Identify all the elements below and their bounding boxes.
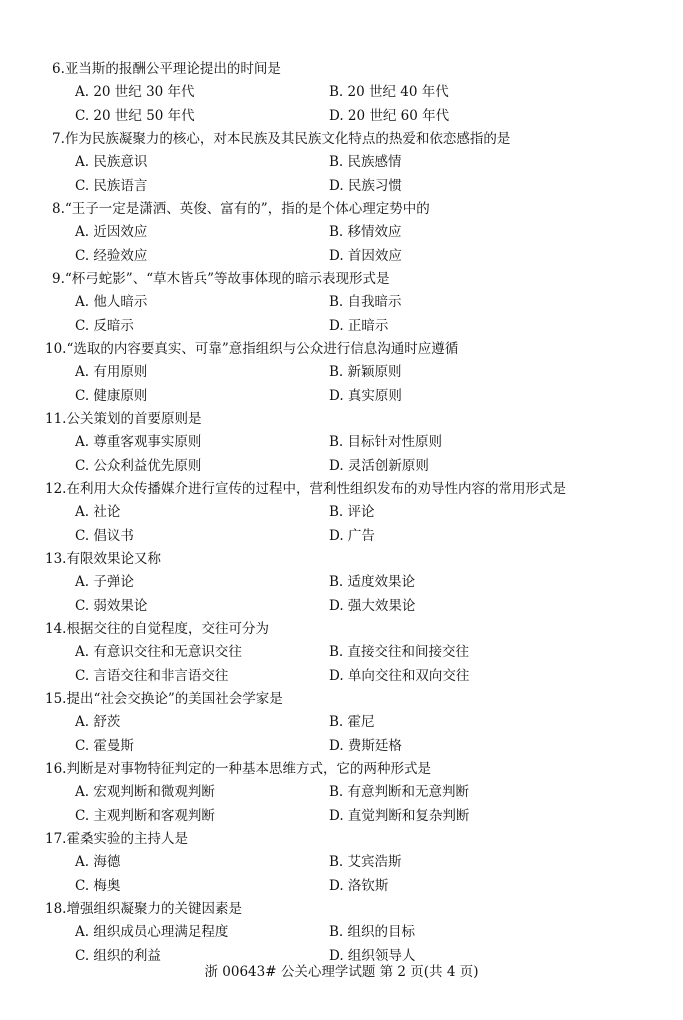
question-stem — [0, 688, 683, 711]
question-text: 提出“社会交换论”的美国社会学家是 — [66, 691, 283, 707]
option-row — [0, 151, 683, 175]
answer-option: C. 公众利益优先原则 — [75, 457, 202, 474]
answer-option: A. 近因效应 — [75, 224, 148, 240]
answer-option: B. 移情效应 — [329, 224, 402, 240]
answer-option: C. 反暗示 — [75, 317, 134, 334]
answer-option: C. 弱效果论 — [75, 597, 148, 614]
question-number: 14. — [45, 621, 67, 637]
answer-option: A. 尊重客观事实原则 — [75, 434, 202, 450]
question-text: 亚当斯的报酬公平理论提出的时间是 — [64, 61, 281, 77]
question-stem — [0, 478, 683, 501]
question-text: 有限效果论又称 — [66, 551, 161, 567]
option-row — [0, 851, 683, 875]
answer-option: B. 自我暗示 — [329, 294, 402, 310]
question-stem — [0, 408, 683, 431]
question-stem — [0, 338, 683, 361]
answer-option: D. 正暗示 — [329, 317, 389, 334]
answer-option: A. 20 世纪 30 年代 — [75, 84, 195, 100]
question-text: “王子一定是潇洒、英俊、富有的”，指的是个体心理定势中的 — [64, 201, 430, 217]
question-item — [0, 828, 683, 898]
answer-option: D. 直觉判断和复杂判断 — [329, 807, 470, 824]
option-row — [0, 735, 683, 759]
answer-option: A. 社论 — [75, 504, 121, 520]
question-text: 霍桑实验的主持人是 — [66, 831, 188, 847]
answer-option: C. 言语交往和非言语交往 — [75, 667, 229, 684]
question-stem — [0, 758, 683, 781]
option-row — [0, 525, 683, 549]
question-stem — [0, 58, 683, 81]
option-row — [0, 875, 683, 899]
option-row — [0, 81, 683, 105]
question-number: 15. — [45, 691, 67, 707]
question-item — [0, 898, 683, 968]
option-row — [0, 595, 683, 619]
answer-option: C. 组织的利益 — [75, 947, 161, 964]
answer-option: B. 艾宾浩斯 — [329, 854, 402, 870]
question-text: 根据交往的自觉程度，交往可分为 — [66, 621, 269, 637]
option-row — [0, 805, 683, 829]
answer-option: D. 首因效应 — [329, 247, 402, 264]
option-row — [0, 221, 683, 245]
option-row — [0, 781, 683, 805]
answer-option: B. 新颖原则 — [329, 364, 402, 380]
question-item — [0, 758, 683, 828]
question-number: 17. — [45, 831, 67, 847]
question-item — [0, 198, 683, 268]
question-number: 16. — [45, 761, 67, 777]
answer-option: B. 20 世纪 40 年代 — [329, 84, 449, 100]
question-stem — [0, 128, 683, 151]
question-number: 8. — [52, 201, 65, 217]
question-stem — [0, 548, 683, 571]
question-stem — [0, 268, 683, 291]
answer-option: B. 霍尼 — [329, 714, 375, 730]
answer-option: B. 适度效果论 — [329, 574, 416, 590]
answer-option: D. 单向交往和双向交往 — [329, 667, 470, 684]
answer-option: C. 经验效应 — [75, 247, 148, 264]
option-row — [0, 361, 683, 385]
option-row — [0, 455, 683, 479]
question-number: 9. — [52, 271, 65, 287]
question-stem — [0, 828, 683, 851]
answer-option: D. 费斯廷格 — [329, 737, 402, 754]
option-row — [0, 245, 683, 269]
question-number: 11. — [45, 411, 67, 427]
answer-option: A. 海德 — [75, 854, 121, 870]
question-item — [0, 268, 683, 338]
answer-option: C. 民族语言 — [75, 177, 148, 194]
answer-option: C. 健康原则 — [75, 387, 148, 404]
question-text: 判断是对事物特征判定的一种基本思维方式，它的两种形式是 — [66, 761, 431, 777]
question-stem — [0, 898, 683, 921]
question-text: 增强组织凝聚力的关键因素是 — [66, 901, 242, 917]
answer-option: A. 舒茨 — [75, 714, 121, 730]
answer-option: B. 目标针对性原则 — [329, 434, 443, 450]
question-number: 12. — [45, 481, 67, 497]
answer-option: C. 倡议书 — [75, 527, 134, 544]
answer-option: C. 主观判断和客观判断 — [75, 807, 215, 824]
option-row — [0, 175, 683, 199]
answer-option: A. 有意识交往和无意识交往 — [75, 644, 242, 660]
answer-option: B. 有意判断和无意判断 — [329, 784, 470, 800]
answer-option: A. 民族意识 — [75, 154, 148, 170]
answer-option: D. 强大效果论 — [329, 597, 416, 614]
answer-option: D. 真实原则 — [329, 387, 402, 404]
question-number: 10. — [45, 341, 67, 357]
answer-option: A. 有用原则 — [75, 364, 148, 380]
option-row — [0, 571, 683, 595]
question-item — [0, 478, 683, 548]
question-item — [0, 548, 683, 618]
answer-option: B. 组织的目标 — [329, 924, 416, 940]
option-row — [0, 921, 683, 945]
answer-option: D. 灵活创新原则 — [329, 457, 429, 474]
question-text: “选取的内容要真实、可靠”意指组织与公众进行信息沟通时应遵循 — [66, 341, 459, 357]
answer-option: C. 霍曼斯 — [75, 737, 134, 754]
question-text: 作为民族凝聚力的核心，对本民族及其民族文化特点的热爱和依恋感指的是 — [64, 131, 511, 147]
option-row — [0, 665, 683, 689]
page-footer: 浙 00643# 公关心理学试题 第 2 页(共 4 页) — [204, 964, 479, 980]
option-row — [0, 501, 683, 525]
answer-option: A. 组织成员心理满足程度 — [75, 924, 229, 940]
option-row — [0, 291, 683, 315]
question-item — [0, 408, 683, 478]
answer-option: B. 民族感情 — [329, 154, 402, 170]
answer-option: B. 评论 — [329, 504, 375, 520]
answer-option: C. 20 世纪 50 年代 — [75, 107, 195, 124]
option-row — [0, 385, 683, 409]
option-row — [0, 315, 683, 339]
question-stem — [0, 198, 683, 221]
answer-option: D. 洛钦斯 — [329, 877, 389, 894]
option-row — [0, 641, 683, 665]
question-item — [0, 618, 683, 688]
answer-option: D. 20 世纪 60 年代 — [329, 107, 450, 124]
answer-option: A. 他人暗示 — [75, 294, 148, 310]
answer-option: C. 梅奥 — [75, 877, 121, 894]
option-row — [0, 431, 683, 455]
option-row — [0, 711, 683, 735]
question-number: 6. — [52, 61, 65, 77]
question-text: “杯弓蛇影”、“草木皆兵”等故事体现的暗示表现形式是 — [64, 271, 390, 287]
question-number: 13. — [45, 551, 67, 567]
question-text: 在利用大众传播媒介进行宣传的过程中，营利性组织发布的劝导性内容的常用形式是 — [66, 481, 566, 497]
answer-option: A. 子弹论 — [75, 574, 134, 590]
answer-option: A. 宏观判断和微观判断 — [75, 784, 215, 800]
answer-option: D. 民族习惯 — [329, 177, 402, 194]
question-item — [0, 338, 683, 408]
answer-option: B. 直接交往和间接交往 — [329, 644, 470, 660]
question-item — [0, 128, 683, 198]
answer-option: D. 广告 — [329, 527, 375, 544]
question-number: 7. — [52, 131, 65, 147]
question-stem — [0, 618, 683, 641]
question-text: 公关策划的首要原则是 — [66, 411, 202, 427]
answer-option: D. 组织领导人 — [329, 947, 416, 964]
question-item — [0, 688, 683, 758]
question-item — [0, 58, 683, 128]
question-number: 18. — [45, 901, 67, 917]
option-row — [0, 105, 683, 129]
question-list — [0, 58, 683, 968]
